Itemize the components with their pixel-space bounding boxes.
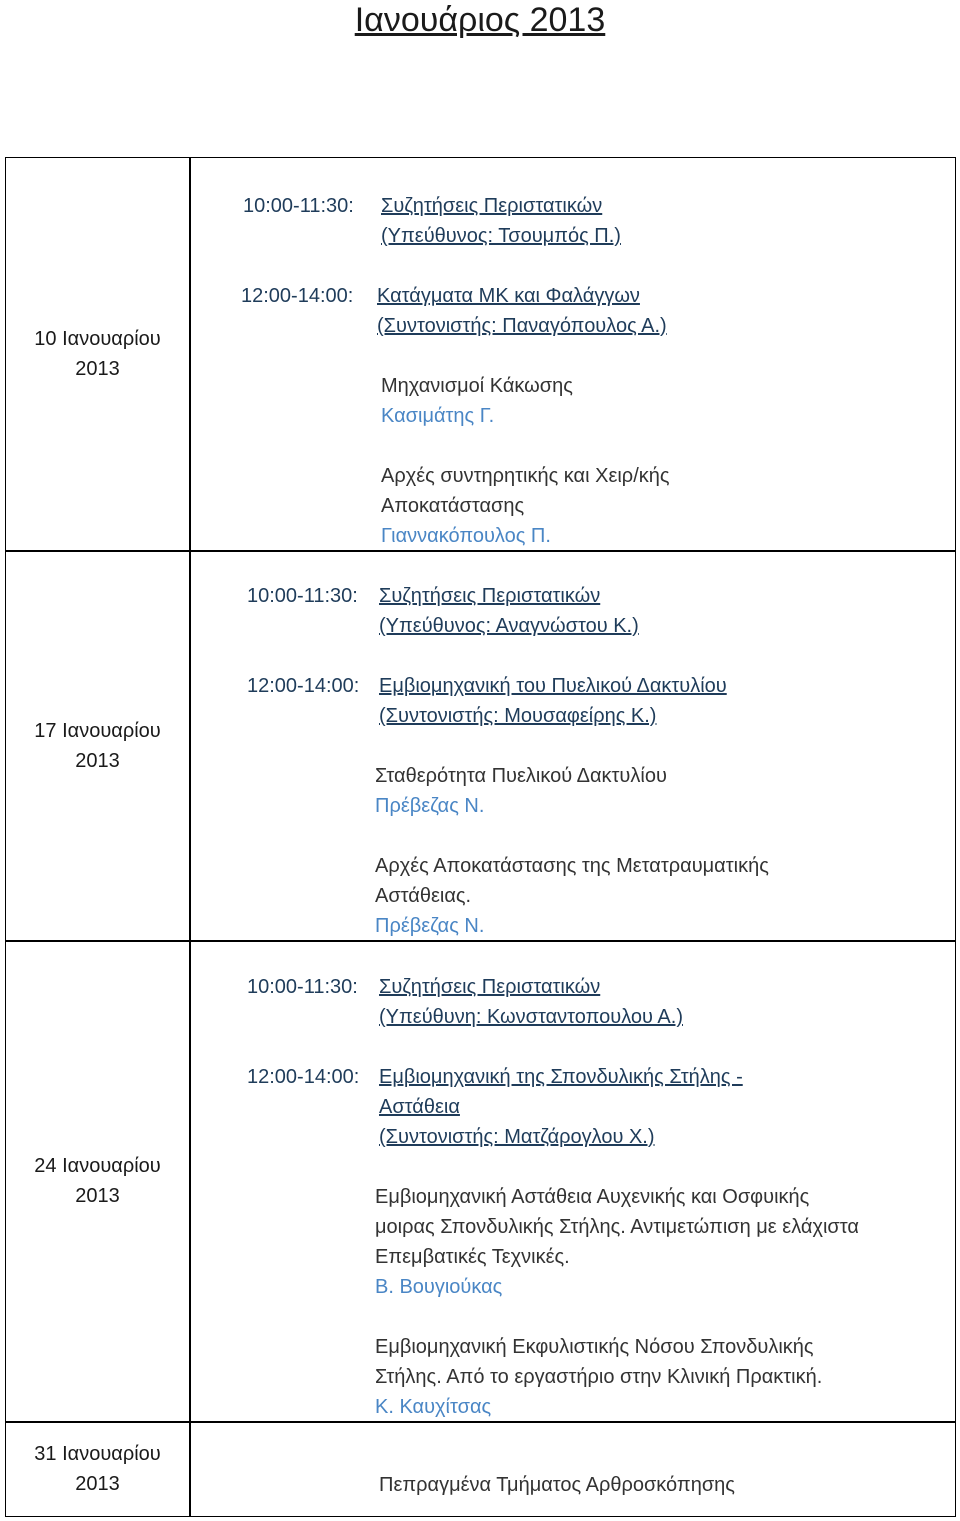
session-coordinator: (Συντονιστής: Ματζάρογλου Χ.) xyxy=(379,1126,655,1148)
session-time: 12:00-14:00: xyxy=(241,285,354,307)
column-divider xyxy=(189,158,191,1516)
session-responsible: (Υπεύθυνος: Τσουμπός Π.) xyxy=(381,225,621,247)
session-time: 10:00-11:30: xyxy=(247,976,358,998)
talk-title: Πεπραγμένα Τμήματος Αρθροσκόπησης xyxy=(379,1474,735,1496)
session-title: Αστάθεια xyxy=(379,1096,460,1118)
talk-title: Σταθερότητα Πυελικού Δακτυλίου xyxy=(375,765,667,787)
talk-speaker: Πρέβεζας Ν. xyxy=(375,795,485,817)
talk-title: Αστάθειας. xyxy=(375,885,472,907)
talk-speaker: Κ. Καυχίτσας xyxy=(375,1396,492,1418)
session-time: 10:00-11:30: xyxy=(247,585,358,607)
talk-title: Μηχανισμοί Κάκωσης xyxy=(381,375,573,397)
session-coordinator: (Συντονιστής: Μουσαφείρης Κ.) xyxy=(379,705,657,727)
session-time: 12:00-14:00: xyxy=(247,675,360,697)
talk-title: Εμβιομηχανική Αστάθεια Αυχενικής και Οσφυικής xyxy=(375,1186,810,1208)
talk-title: Αρχές συντηρητικής και Χειρ/κής xyxy=(381,465,670,487)
session-time: 10:00-11:30: xyxy=(243,195,354,217)
day-date: 10 Ιανουαρίου 2013 xyxy=(34,328,161,380)
talk-title: Εμβιομηχανική Εκφυλιστικής Νόσου Σπονδυλικής xyxy=(375,1336,814,1358)
talk-speaker: Β. Βουγιούκας xyxy=(375,1276,503,1298)
talk-speaker: Γιαννακόπουλος Π. xyxy=(381,525,551,547)
talk-title: Αρχές Αποκατάστασης της Μετατραυματικής xyxy=(375,855,769,877)
session-time: 12:00-14:00: xyxy=(247,1066,360,1088)
talk-title: Στήλης. Από το εργαστήριο στην Κλινική Πρακτική. xyxy=(375,1366,823,1388)
day-date: 24 Ιανουαρίου 2013 xyxy=(34,1155,161,1207)
session-title: Συζητήσεις Περιστατικών xyxy=(379,976,601,998)
session-title: Συζητήσεις Περιστατικών xyxy=(379,585,601,607)
session-responsible: (Υπεύθυνος: Αναγνώστου Κ.) xyxy=(379,615,639,637)
talk-speaker: Κασιμάτης Γ. xyxy=(381,405,495,427)
session-title: Εμβιομηχανική της Σπονδυλικής Στήλης - xyxy=(379,1066,743,1088)
talk-speaker: Πρέβεζας Ν. xyxy=(375,915,485,937)
session-title: Κατάγματα ΜΚ και Φαλάγγων xyxy=(377,285,640,307)
schedule-table xyxy=(5,157,956,1517)
session-coordinator: (Συντονιστής: Παναγόπουλος Α.) xyxy=(377,315,667,337)
session-title: Εμβιομηχανική του Πυελικού Δακτυλίου xyxy=(379,675,727,697)
page-title: Ιανουάριος 2013 xyxy=(354,1,606,39)
session-title: Συζητήσεις Περιστατικών xyxy=(381,195,603,217)
session-responsible: (Υπεύθυνη: Κωνσταντοπουλου Α.) xyxy=(379,1006,683,1028)
day-date: 17 Ιανουαρίου 2013 xyxy=(34,720,161,772)
day-date: 31 Ιανουαρίου 2013 xyxy=(34,1443,161,1495)
talk-title: Αποκατάστασης xyxy=(381,495,525,517)
talk-title: μοιρας Σπονδυλικής Στήλης. Αντιμετώπιση με ελάχιστα xyxy=(375,1216,859,1238)
talk-title: Επεμβατικές Τεχνικές. xyxy=(375,1246,570,1268)
